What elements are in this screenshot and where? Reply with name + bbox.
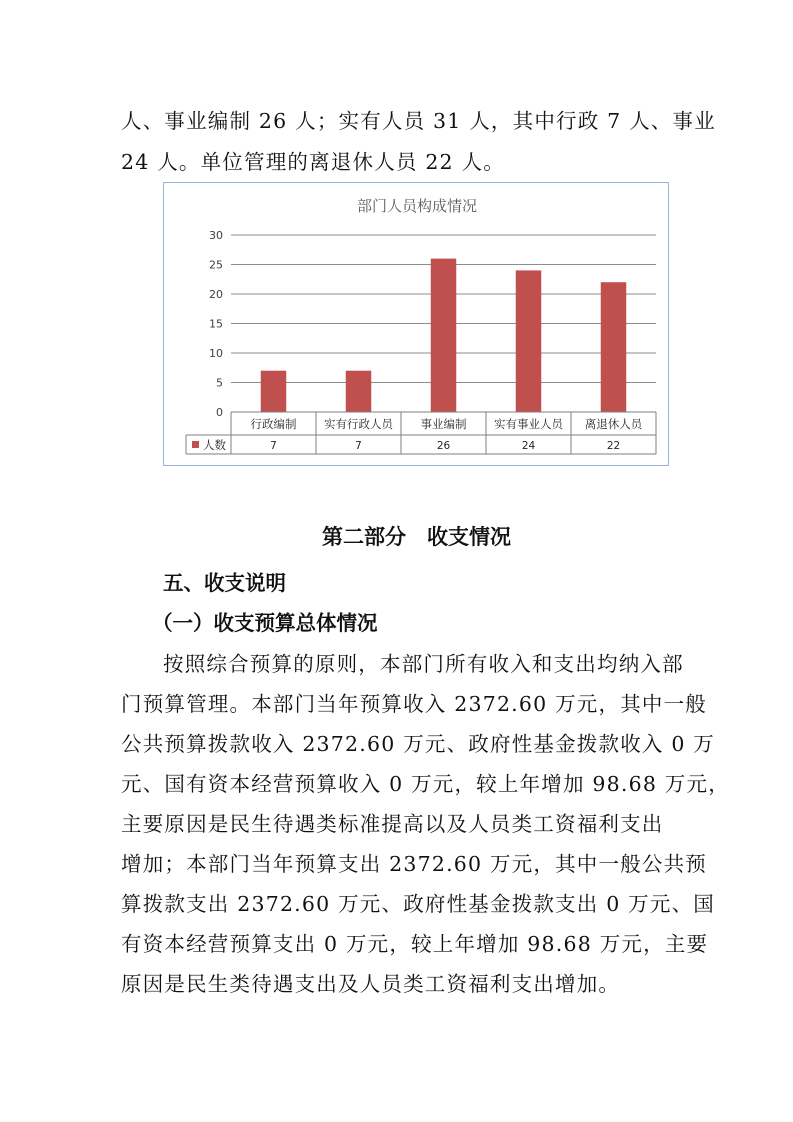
- y-tick-label: 10: [209, 347, 223, 360]
- body-line: 主要原因是民生待遇类标准提高以及人员类工资福利支出: [121, 812, 664, 836]
- legend-label: 人数: [203, 438, 226, 452]
- body-line: 公共预算拨款收入 2372.60 万元、政府性基金拨款收入 0 万: [121, 732, 715, 756]
- value-label: 7: [355, 440, 362, 452]
- value-label: 24: [521, 440, 536, 452]
- y-tick-label: 30: [209, 229, 223, 242]
- body-line: 按照综合预算的原则，本部门所有收入和支出均纳入部: [163, 652, 684, 676]
- category-label: 事业编制: [420, 417, 467, 431]
- body-line: 有资本经营预算支出 0 万元，较上年增加 98.68 万元，主要: [121, 932, 709, 956]
- subsection-title: （一）收支预算总体情况: [152, 611, 378, 635]
- y-tick-label: 5: [216, 376, 223, 390]
- bar: [346, 371, 372, 412]
- section-title: 五、收支说明: [163, 571, 286, 595]
- staff-composition-chart: [163, 182, 669, 466]
- y-tick-label: 15: [209, 317, 223, 331]
- part-title: 第二部分 收支情况: [322, 524, 511, 549]
- chart-title: 部门人员构成情况: [356, 197, 478, 215]
- y-tick-label: 0: [216, 406, 223, 419]
- chart-canvas: [164, 183, 670, 467]
- category-label: 实有行政人员: [324, 417, 393, 431]
- intro-line: 人、事业编制 26 人；实有人员 31 人，其中行政 7 人、事业: [121, 109, 716, 133]
- y-tick-label: 25: [209, 258, 223, 272]
- legend-swatch: [192, 441, 199, 448]
- category-label: 行政编制: [250, 417, 297, 431]
- value-label: 22: [606, 440, 621, 452]
- value-label: 7: [270, 440, 277, 452]
- bar: [601, 282, 627, 412]
- intro-line: 24 人。单位管理的离退休人员 22 人。: [121, 150, 505, 174]
- category-label: 离退休人员: [584, 417, 643, 431]
- category-label: 实有事业人员: [494, 417, 563, 431]
- value-label: 26: [436, 440, 451, 452]
- body-line: 原因是民生类待遇支出及人员类工资福利支出增加。: [121, 972, 621, 996]
- body-line: 门预算管理。本部门当年预算收入 2372.60 万元，其中一般: [121, 692, 708, 716]
- bar: [516, 270, 542, 412]
- body-line: 元、国有资本经营预算收入 0 万元，较上年增加 98.68 万元，: [121, 772, 730, 796]
- body-line: 算拨款支出 2372.60 万元、政府性基金拨款支出 0 万元、国: [121, 892, 715, 916]
- bar: [431, 259, 457, 412]
- y-tick-label: 20: [209, 288, 223, 301]
- body-line: 增加；本部门当年预算支出 2372.60 万元，其中一般公共预: [121, 852, 708, 876]
- bar: [261, 371, 287, 412]
